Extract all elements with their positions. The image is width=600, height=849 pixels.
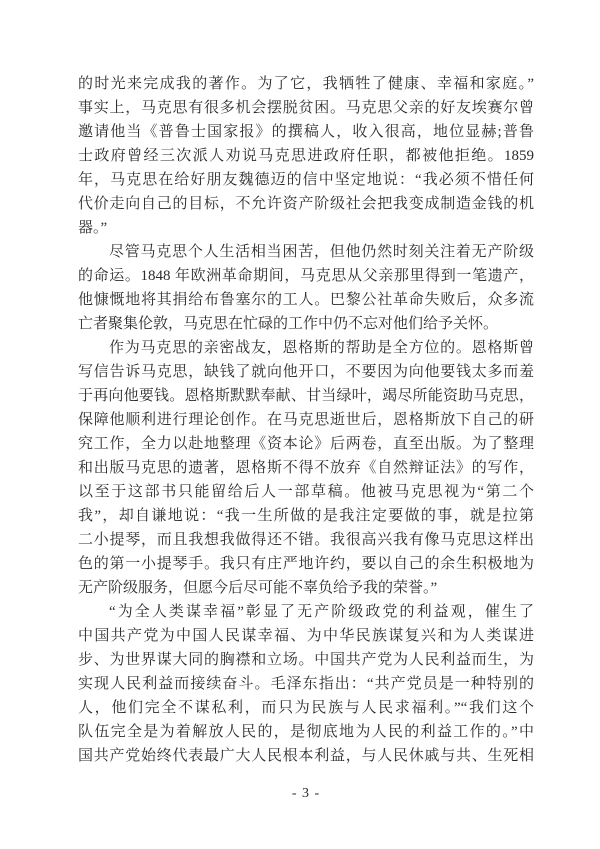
text-line: 事实上，马克思有很多机会摆脱贫困。马克思父亲的好友埃赛尔曾	[78, 100, 534, 116]
text-line: 二小提琴，而且我想我做得还不错。我很高兴我有像马克思这样出	[78, 532, 534, 548]
text-line: 中国共产党为中国人民谋幸福、为中华民族谋复兴和为人类谋进	[78, 628, 534, 644]
text-line: 年，马克思在给好朋友魏德迈的信中坚定地说：“我必须不惜任何	[78, 172, 534, 188]
text-line: 他慷慨地将其捐给布鲁塞尔的工人。巴黎公社革命失败后，众多流	[78, 292, 534, 308]
text-line: 器。”	[78, 220, 108, 236]
text-line: “为全人类谋幸福”彰显了无产阶级政党的利益观，催生了	[109, 604, 534, 620]
text-line: 作为马克思的亲密战友，恩格斯的帮助是全方位的。恩格斯曾	[109, 340, 534, 356]
text-line: 代价走向自己的目标，不允许资产阶级社会把我变成制造金钱的机	[78, 196, 534, 212]
text-line: 亡者聚集伦敦，马克思在忙碌的工作中仍不忘对他们给予关怀。	[78, 316, 499, 332]
text-line: 的命运。1848 年欧洲革命期间，马克思从父亲那里得到一笔遗产，	[78, 268, 534, 284]
text-line: 邀请他当《普鲁士国家报》的撰稿人，收入很高，地位显赫;普鲁	[78, 124, 534, 140]
text-line: 尽管马克思个人生活相当困苦，但他仍然时刻关注着无产阶级	[109, 244, 534, 260]
text-line: 的时光来完成我的著作。为了它，我牺牲了健康、幸福和家庭。”	[78, 76, 534, 92]
text-line: 国共产党始终代表最广大人民根本利益，与人民休戚与共、生死相	[78, 748, 534, 764]
text-line: 以至于这部书只能留给后人一部草稿。他被马克思视为“第二个	[78, 484, 534, 500]
page-number: - 3 -	[291, 786, 321, 801]
body-text	[78, 72, 534, 768]
text-line: 保障他顺利进行理论创作。在马克思逝世后，恩格斯放下自己的研	[78, 412, 534, 428]
text-line: 士政府曾经三次派人劝说马克思进政府任职，都被他拒绝。1859	[78, 148, 534, 164]
text-line: 无产阶级服务，但愿今后尽可能不辜负给予我的荣誉。”	[78, 580, 438, 596]
text-line: 和出版马克思的遗著，恩格斯不得不放弃《自然辩证法》的写作，	[78, 460, 534, 476]
text-line: 我”，却自谦地说：“我一生所做的是我注定要做的事，就是拉第	[78, 508, 534, 524]
text-line: 实现人民利益而接续奋斗。毛泽东指出：“共产党员是一种特别的	[78, 676, 534, 692]
text-line: 步、为世界谋大同的胸襟和立场。中国共产党为人民利益而生，为	[78, 652, 534, 668]
text-line: 究工作，全力以赴地整理《资本论》后两卷，直至出版。为了整理	[78, 436, 534, 452]
text-line: 色的第一小提琴手。我只有庄严地许约，要以自己的余生积极地为	[78, 556, 534, 572]
text-line: 人，他们完全不谋私利，而只为民族与人民求福利。”“我们这个	[78, 700, 534, 716]
text-line: 写信告诉马克思，缺钱了就向他开口，不要因为向他要钱太多而羞	[78, 364, 534, 380]
text-line: 队伍完全是为着解放人民的，是彻底地为人民的利益工作的。”中	[78, 724, 534, 740]
text-line: 于再向他要钱。恩格斯默默奉献、甘当绿叶，竭尽所能资助马克思，	[78, 388, 534, 404]
